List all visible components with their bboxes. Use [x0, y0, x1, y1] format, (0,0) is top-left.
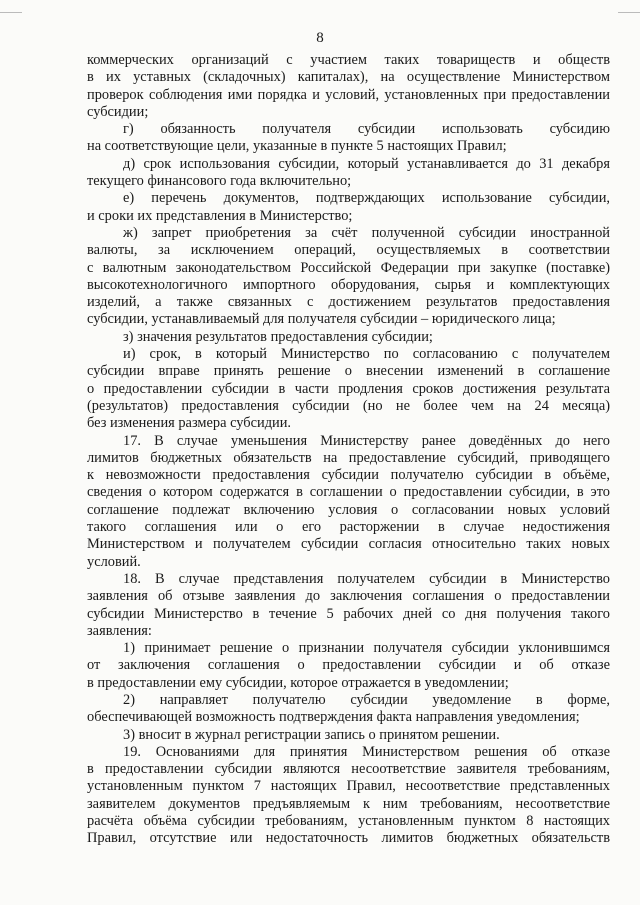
text-line: обеспечивающей возможность подтверждения факта направления уведомления; [87, 709, 580, 726]
text-line: в предоставлении ему субсидии, которое отражается в уведомлении; [87, 674, 509, 691]
text-line: субсидии вправе принять решение о внесении изменений в соглашение [87, 363, 610, 380]
text-line: субсидии Министерство в течение 5 рабочих дней со дня получения такого [87, 605, 610, 622]
text-line: и) срок, в который Министерство по согласованию с получателем [123, 346, 610, 363]
text-line: 1) принимает решение о признании получателя субсидии уклонившимся [123, 640, 610, 657]
text-line: д) срок использования субсидии, который устанавливается до 31 декабря [123, 155, 610, 172]
text-line: коммерческих организаций с участием таких товариществ и обществ [87, 52, 610, 68]
text-line: е) перечень документов, подтверждающих использование субсидии, [123, 190, 610, 207]
text-line: ж) запрет приобретения за счёт полученной субсидии иностранной [123, 224, 610, 241]
page-number: 8 [316, 30, 324, 46]
text-line: к невозможности предоставления субсидии получателю субсидии в объёме, [87, 467, 610, 484]
text-line: Министерством и получателем субсидии согласия относительно таких новых [87, 536, 610, 553]
text-line: без изменения размера субсидии. [87, 415, 292, 432]
text-line: от заключения соглашения о предоставлении субсидии и об отказе [87, 657, 610, 674]
text-line: заявителем документов предъявляемым к ним требованиям, несоответствие [87, 795, 610, 812]
document-body [87, 52, 610, 848]
text-line: текущего финансового года включительно; [87, 173, 352, 190]
text-line: 18. В случае представления получателем субсидии в Министерство [123, 570, 610, 587]
text-line: изделий, а также связанных с достижением результатов предоставления [87, 294, 610, 311]
text-line: на соответствующие цели, указанные в пункте 5 настоящих Правил; [87, 138, 507, 155]
scan-edge-mark [0, 12, 22, 13]
text-line: условий. [87, 553, 141, 570]
text-line: Правил, отсутствие или недостаточность лимитов бюджетных обязательств [87, 830, 610, 847]
text-line: расчёта объёма субсидии требованиям, установленным пунктом 8 настоящих [87, 813, 610, 830]
text-line: субсидии; [87, 103, 149, 120]
text-line: заявления об отзыве заявления до заключения соглашения о предоставлении [87, 588, 610, 605]
text-line: субсидии, устанавливаемый для получателя субсидии – юридического лица; [87, 311, 556, 328]
text-line: с валютным законодательством Российской Федерации при закупке (поставке) [87, 259, 610, 276]
text-line: установленным пунктом 7 настоящих Правил, несоответствие представленных [87, 778, 610, 795]
text-line: (результатов) предоставления субсидии (но не более чем на 24 месяца) [87, 397, 610, 414]
text-line: в их уставных (складочных) капиталах), на осуществление Министерством [87, 69, 610, 86]
text-line: соглашение подлежат включению условия о согласовании новых условий [87, 501, 610, 518]
text-line: лимитов бюджетных обязательств на предоставление субсидий, приводящего [87, 449, 610, 466]
text-line: 3) вносит в журнал регистрации запись о принятом решении. [123, 726, 500, 743]
text-line: 19. Основаниями для принятия Министерством решения об отказе [123, 743, 610, 760]
text-line: валюты, за исключением операций, осуществляемых в соответствии [87, 242, 610, 259]
text-line: г) обязанность получателя субсидии использовать субсидию [123, 121, 610, 138]
text-line: 17. В случае уменьшения Министерству ранее доведённых до него [123, 432, 610, 449]
text-line: сведения о котором содержатся в соглашении о предоставлении субсидии, в это [87, 484, 610, 501]
text-line: проверок соблюдения ими порядка и условий, установленных при предоставлении [87, 86, 610, 103]
text-line: высокотехнологичного импортного оборудования, сырья и комплектующих [87, 276, 610, 293]
text-line: о предоставлении субсидии в части продления сроков достижения результата [87, 380, 610, 397]
text-line: заявления: [87, 622, 152, 639]
text-line: з) значения результатов предоставления субсидии; [123, 328, 433, 345]
text-line: такого соглашения или о его расторжении в случае недостижения [87, 519, 610, 536]
scan-edge-mark [618, 12, 640, 13]
text-line: 2) направляет получателю субсидии уведомление в форме, [123, 691, 610, 708]
text-line: в предоставлении субсидии являются несоответствие заявителя требованиям, [87, 761, 610, 778]
text-line: и сроки их представления в Министерство; [87, 207, 353, 224]
